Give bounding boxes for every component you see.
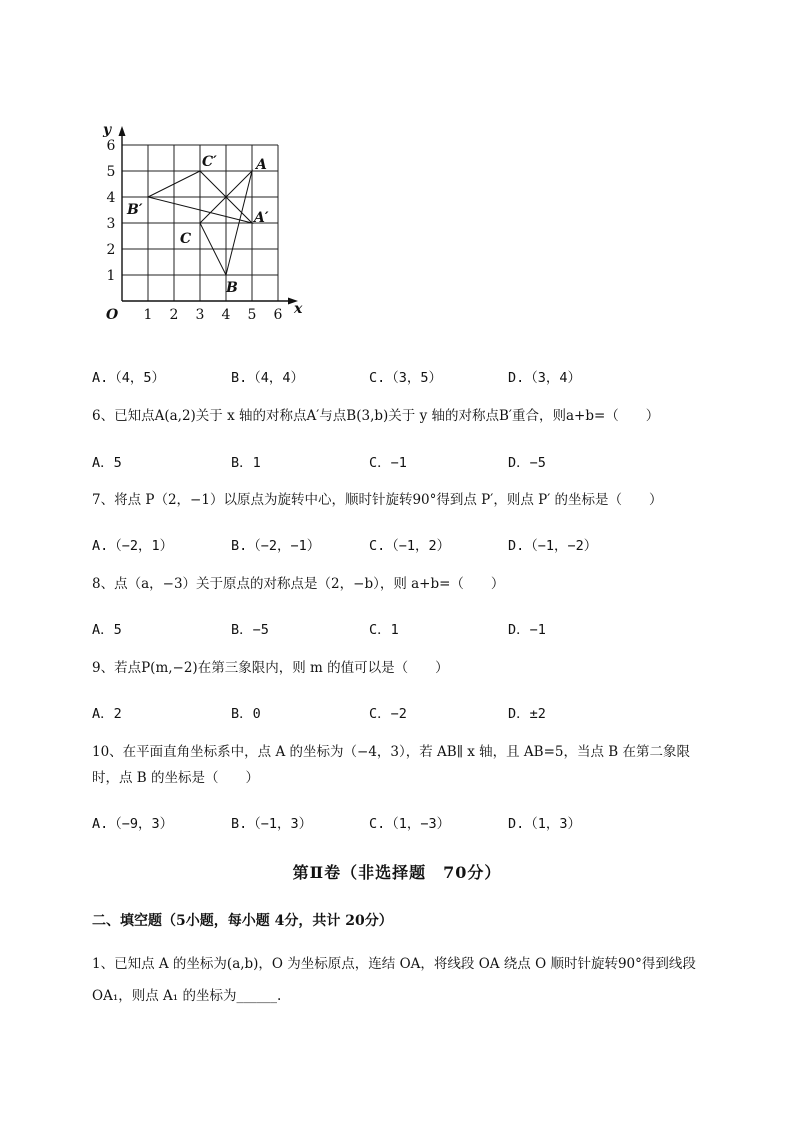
part-title: 二、填空题（5小题，每小题 4分，共计 20分） [92,913,393,929]
x-tick-5: 5 [247,307,257,323]
q10-text-line1: 10、在平面直角坐标系中，点 A 的坐标为（−4，3），若 AB∥ x 轴，且 AB=5，当点 B 在第二象限 [92,744,691,760]
point-c-label: C [180,231,192,247]
point-b-prime-label: B′ [127,202,143,218]
q6-option-a: A．5 [92,455,122,471]
x-axis-label: x [294,301,303,317]
y-tick-3: 3 [106,216,116,232]
point-b-label: B [226,280,238,296]
q5-option-d: D.（3，4） [508,370,582,386]
q5-option-a: A.（4，5） [92,370,166,386]
q6-text: 6、已知点A(a,2)关于 x 轴的对称点A′与点B(3,b)关于 y 轴的对称点B′重合，则a+b=（ ） [92,408,660,424]
q9-text: 9、若点P(m,−2)在第三象限内，则 m 的值可以是（ ） [92,660,449,676]
point-a-label: A [256,157,267,173]
q10-text-line2: 时，点 B 的坐标是（ ） [92,770,260,786]
coordinate-figure [100,118,310,328]
q10-option-b: B.（−1，3） [231,816,313,832]
y-axis-label: y [103,122,112,138]
section-title: 第Ⅱ卷（非选择题 70分） [292,863,502,882]
y-tick-5: 5 [106,164,116,180]
coordinate-grid [100,118,310,328]
q7-option-b: B.（−2，−1） [231,538,321,554]
q6-option-d: D．−5 [508,455,546,471]
q5-option-b: B.（4，4） [231,370,305,386]
q9-option-a: A．2 [92,706,122,722]
y-axis-arrow [119,126,126,136]
y-tick-1: 1 [106,268,116,284]
y-tick-6: 6 [106,138,116,154]
y-tick-2: 2 [106,242,116,258]
point-a-prime-label: A′ [254,210,269,226]
fill1-text-line2: OA₁，则点 A₁ 的坐标为______. [92,988,282,1004]
q10-option-d: D.（1，3） [508,816,582,832]
origin-label: O [106,307,119,323]
x-tick-1: 1 [143,307,153,323]
q7-option-c: C.（−1，2） [369,538,451,554]
x-tick-6: 6 [273,307,283,323]
q8-text: 8、点（a，−3）关于原点的对称点是（2，−b），则 a+b=（ ） [92,576,505,592]
q8-option-c: C．1 [369,622,399,638]
y-tick-4: 4 [106,190,116,206]
fill1-text-line1: 1、已知点 A 的坐标为(a,b)，O 为坐标原点，连结 OA，将线段 OA 绕点 O 顺时针旋转90°得到线段 [92,956,696,972]
q8-option-d: D．−1 [508,622,546,638]
x-tick-4: 4 [221,307,231,323]
point-c-prime-label: C′ [202,154,217,170]
q7-option-d: D.（−1，−2） [508,538,598,554]
q8-option-b: B．−5 [231,622,269,638]
q6-option-b: B．1 [231,455,261,471]
x-tick-3: 3 [195,307,205,323]
q9-option-b: B．0 [231,706,261,722]
q8-option-a: A．5 [92,622,122,638]
q9-option-d: D．±2 [508,706,546,722]
q7-text: 7、将点 P（2，−1）以原点为旋转中心，顺时针旋转90°得到点 P′，则点 P′ 的坐标是（ ） [92,492,663,508]
q9-option-c: C．−2 [369,706,407,722]
x-tick-2: 2 [169,307,179,323]
q6-option-c: C．−1 [369,455,407,471]
q10-option-c: C.（1，−3） [369,816,451,832]
q10-option-a: A.（−9，3） [92,816,174,832]
q5-option-c: C.（3，5） [369,370,443,386]
q7-option-a: A.（−2，1） [92,538,174,554]
